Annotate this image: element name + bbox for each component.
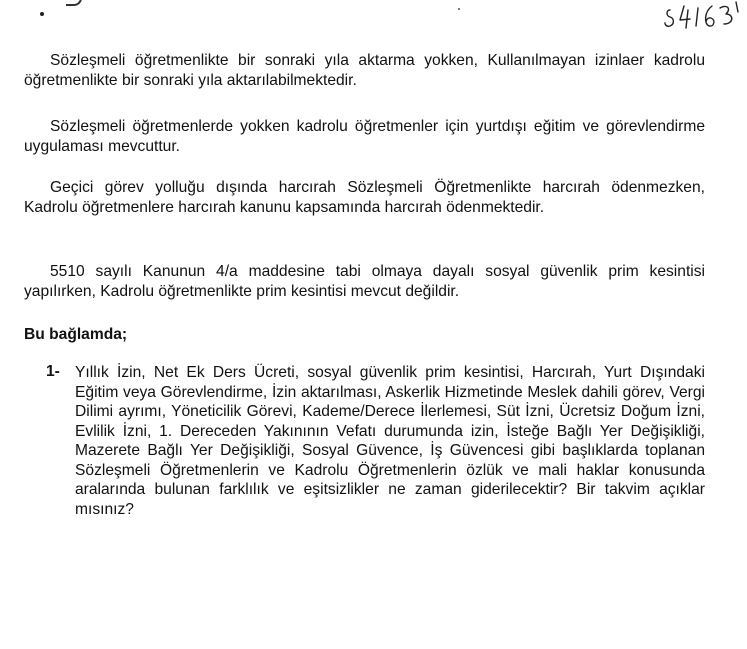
list-item-question: Yıllık İzin, Net Ek Ders Ücreti, sosyal güvenlik prim kesintisi, Harcırah, Yurt Dışındaki Eğitim veya Görevlendirme, İzin aktarılması, Askerlik Hizmetinde Meslek dahili görev, Vergi Dilimi ayrımı, Yöneticilik Görevi, Kademe/Derece İlerlemesi, Süt İzni, Ücretsiz Doğum İzni, Evlilik İzni, 1. Dereceden Yakınının Vefatı durumunda izin, İsteğe Bağlı Yer Değişikliği, Mazerete Bağlı Yer Değişikliği, Sosyal Güvence, İş Güvencesi gibi başlıklarda toplanan Sözleşmeli Öğretmenlerin ve Kadrolu Öğretmenlerin özlük ve mali haklar konusunda aralarında bulunan farklılık ve eşitsizlikler ne zaman giderilecektir? Bir takvim açıklar mısınız? bbox=[75, 364, 705, 518]
scan-dot bbox=[40, 12, 44, 16]
paragraph-leave-transfer bbox=[24, 51, 705, 90]
scan-mark bbox=[66, 0, 82, 6]
list-item-number: 1- bbox=[46, 363, 60, 380]
paragraph-text: Sözleşmeli öğretmenlerde yokken kadrolu öğretmenler için yurtdışı eğitim ve görevlendirme uygulaması mevcuttur. bbox=[24, 118, 705, 155]
paragraph-text: Geçici görev yolluğu dışında harcırah Sözleşmeli Öğretmenlikte harcırah ödenmezken, Kadrolu öğretmenlere harcırah kanunu kapsamında harcırah ödenmektedir. bbox=[24, 179, 705, 216]
paragraph-travel-allowance bbox=[24, 178, 705, 217]
scan-speck bbox=[458, 8, 460, 10]
handwritten-number-mark bbox=[664, 0, 744, 34]
paragraph-text: Sözleşmeli öğretmenlikte bir sonraki yıla aktarma yokken, Kullanılmayan izinlaer kadrolu öğretmenlikte bir sonraki yıla aktarılabilmektedir. bbox=[24, 52, 705, 89]
paragraph-abroad-assignment bbox=[24, 117, 705, 156]
paragraph-social-security bbox=[24, 262, 705, 301]
paragraph-text: 5510 sayılı Kanunun 4/a maddesine tabi olmaya dayalı sosyal güvenlik prim kesintisi yapılırken, Kadrolu öğretmenlikte prim kesintisi mevcut değildir. bbox=[24, 263, 705, 300]
section-heading: Bu bağlamda; bbox=[24, 326, 128, 343]
